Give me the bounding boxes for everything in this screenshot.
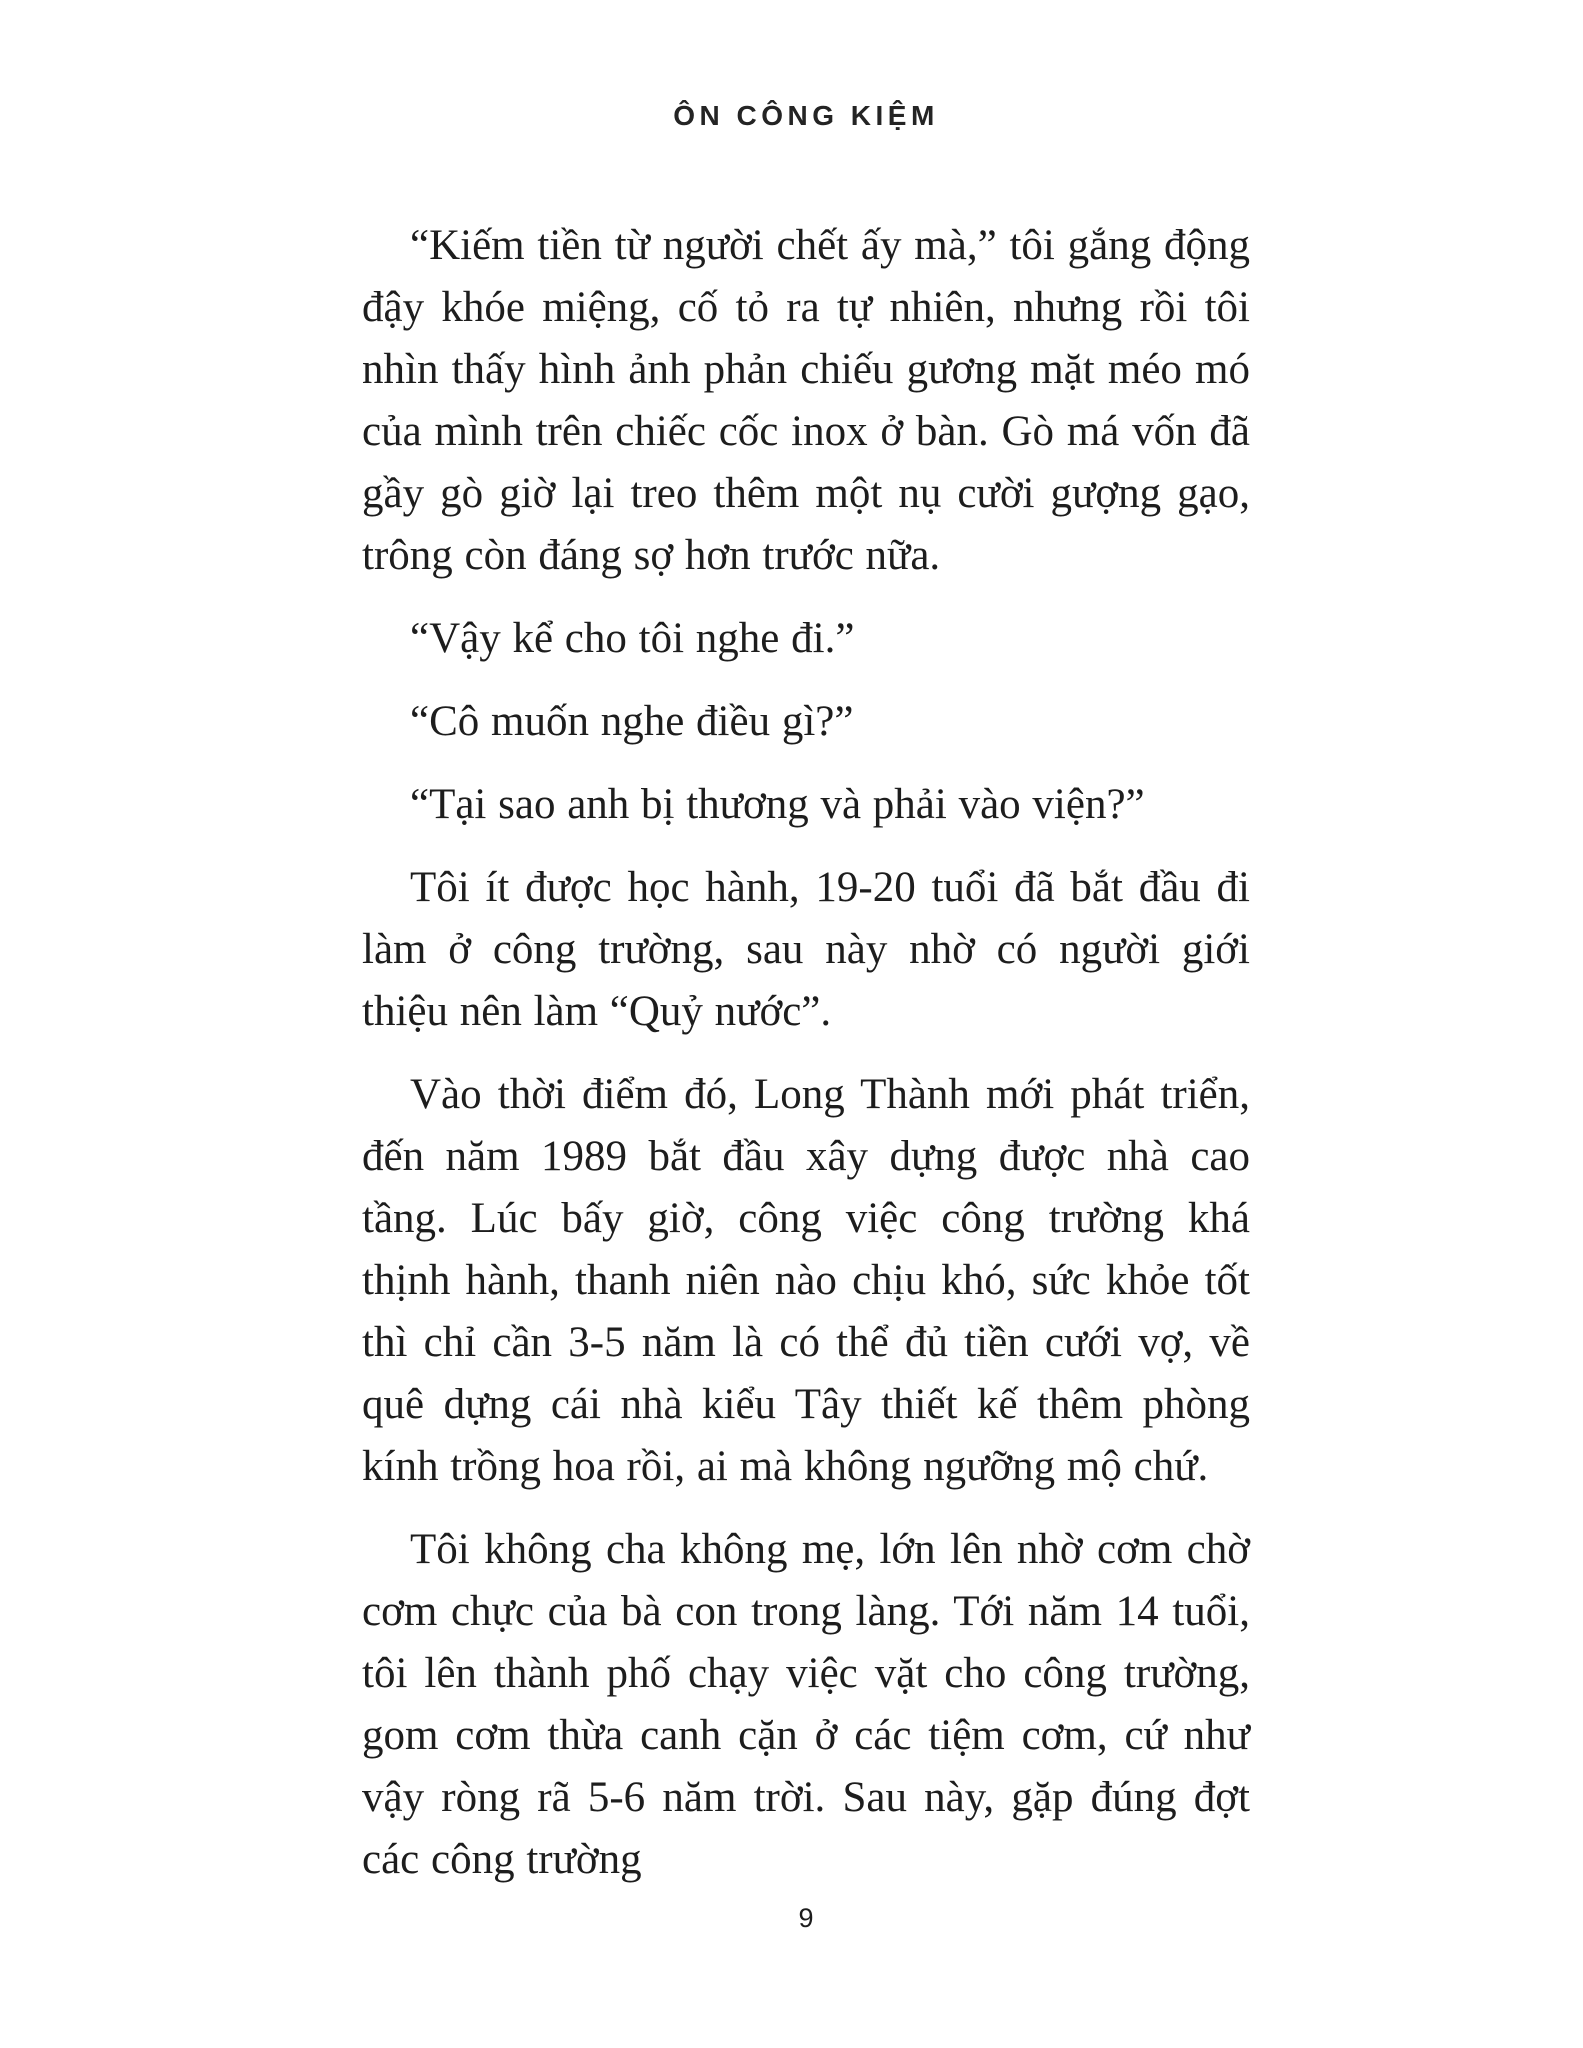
paragraph: Tôi ít được học hành, 19-20 tuổi đã bắt đầu đi làm ở công trường, sau này nhờ có người giới thiệu nên làm “Quỷ nước”. [362, 864, 1250, 1035]
paragraph: “Vậy kể cho tôi nghe đi.” [410, 615, 855, 662]
page-number: 9 [798, 1903, 814, 1933]
body-text [362, 215, 1250, 1912]
paragraph: “Cô muốn nghe điều gì?” [410, 698, 854, 745]
paragraph: “Kiếm tiền từ người chết ấy mà,” tôi gắng động đậy khóe miệng, cố tỏ ra tự nhiên, nhưng rồi tôi nhìn thấy hình ảnh phản chiếu gương mặt méo mó của mình trên chiếc cốc inox ở bàn. Gò má vốn đã gầy gò giờ lại treo thêm một nụ cười gượng gạo, trông còn đáng sợ hơn trước nữa. [362, 222, 1250, 579]
paragraph: “Tại sao anh bị thương và phải vào viện?” [410, 781, 1145, 828]
running-header: ÔN CÔNG KIỆM [673, 100, 939, 131]
paragraph: Tôi không cha không mẹ, lớn lên nhờ cơm chờ cơm chực của bà con trong làng. Tới năm 14 tuổi, tôi lên thành phố chạy việc vặt cho công trường, gom cơm thừa canh cặn ở các tiệm cơm, cứ như vậy ròng rã 5-6 năm trời. Sau này, gặp đúng đợt các công trường [362, 1526, 1250, 1883]
paragraph: Vào thời điểm đó, Long Thành mới phát triển, đến năm 1989 bắt đầu xây dựng được nhà cao tầng. Lúc bấy giờ, công việc công trường khá thịnh hành, thanh niên nào chịu khó, sức khỏe tốt thì chỉ cần 3-5 năm là có thể đủ tiền cưới vợ, về quê dựng cái nhà kiểu Tây thiết kế thêm phòng kính trồng hoa rồi, ai mà không ngưỡng mộ chứ. [362, 1071, 1250, 1490]
